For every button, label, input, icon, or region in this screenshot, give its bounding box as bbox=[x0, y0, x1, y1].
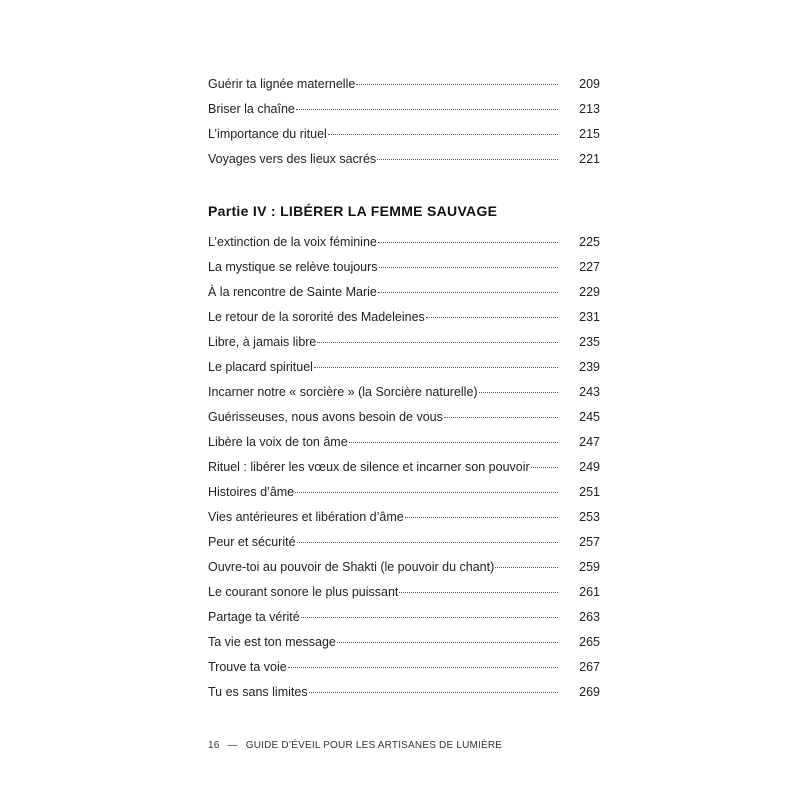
toc-entry bbox=[208, 480, 600, 505]
toc-entry bbox=[208, 430, 600, 455]
toc-entry-page: 259 bbox=[579, 560, 600, 574]
toc-entry-title: Le courant sonore le plus puissant bbox=[208, 585, 399, 599]
dot-leader bbox=[288, 667, 558, 668]
toc-entry-title: Libre, à jamais libre bbox=[208, 335, 317, 349]
toc-entry-title: Voyages vers des lieux sacrés bbox=[208, 152, 377, 166]
toc-entry-title: Guérisseuses, nous avons besoin de vous bbox=[208, 410, 443, 424]
toc-entry bbox=[208, 280, 600, 305]
toc-entry-title: Le placard spirituel bbox=[208, 360, 313, 374]
toc-entry-title: Libère la voix de ton âme bbox=[208, 435, 348, 449]
dot-leader bbox=[399, 592, 558, 593]
running-footer bbox=[208, 740, 502, 751]
dot-leader bbox=[301, 617, 558, 618]
dot-leader bbox=[378, 242, 558, 243]
dot-leader bbox=[426, 317, 558, 318]
toc-entry-page: 269 bbox=[579, 685, 600, 699]
toc-entry-title: Trouve ta voie bbox=[208, 660, 287, 674]
toc-entry bbox=[208, 580, 600, 605]
dot-leader bbox=[495, 567, 558, 568]
dot-leader bbox=[314, 367, 558, 368]
toc-entry-page: 215 bbox=[579, 127, 600, 141]
toc-entry-page: 247 bbox=[579, 435, 600, 449]
toc-list-section bbox=[208, 230, 600, 705]
toc-entry-page: 227 bbox=[579, 260, 600, 274]
toc-list-top bbox=[208, 72, 600, 172]
toc-entry bbox=[208, 355, 600, 380]
dot-leader bbox=[328, 134, 558, 135]
section-heading: Partie IV : LIBÉRER LA FEMME SAUVAGE bbox=[208, 203, 498, 219]
toc-entry-title: Ta vie est ton message bbox=[208, 635, 336, 649]
toc-entry-page: 231 bbox=[579, 310, 600, 324]
toc-entry-title: L’extinction de la voix féminine bbox=[208, 235, 377, 249]
toc-entry-title: Partage ta vérité bbox=[208, 610, 300, 624]
toc-entry bbox=[208, 122, 600, 147]
dot-leader bbox=[297, 542, 558, 543]
toc-entry-page: 261 bbox=[579, 585, 600, 599]
toc-entry-page: 225 bbox=[579, 235, 600, 249]
toc-entry-page: 257 bbox=[579, 535, 600, 549]
toc-entry-title: Le retour de la sororité des Madeleines bbox=[208, 310, 425, 324]
toc-entry bbox=[208, 630, 600, 655]
toc-entry bbox=[208, 72, 600, 97]
toc-entry-page: 239 bbox=[579, 360, 600, 374]
toc-entry-title: Vies antérieures et libération d’âme bbox=[208, 510, 404, 524]
dot-leader bbox=[377, 159, 558, 160]
toc-entry bbox=[208, 380, 600, 405]
dot-leader bbox=[405, 517, 558, 518]
toc-entry bbox=[208, 305, 600, 330]
toc-entry-page: 243 bbox=[579, 385, 600, 399]
toc-entry bbox=[208, 605, 600, 630]
toc-entry-title: Tu es sans limites bbox=[208, 685, 308, 699]
dot-leader bbox=[309, 692, 558, 693]
toc-entry-title: Guérir ta lignée maternelle bbox=[208, 77, 356, 91]
toc-entry-page: 251 bbox=[579, 485, 600, 499]
toc-entry-title: Histoires d’âme bbox=[208, 485, 295, 499]
toc-entry bbox=[208, 505, 600, 530]
toc-entry-title: Briser la chaîne bbox=[208, 102, 295, 116]
dot-leader bbox=[295, 492, 558, 493]
toc-entry-page: 265 bbox=[579, 635, 600, 649]
dot-leader bbox=[317, 342, 558, 343]
toc-entry-page: 221 bbox=[579, 152, 600, 166]
toc-entry-page: 267 bbox=[579, 660, 600, 674]
dot-leader bbox=[349, 442, 558, 443]
footer-separator: — bbox=[227, 740, 238, 751]
dot-leader bbox=[479, 392, 558, 393]
toc-entry bbox=[208, 455, 600, 480]
toc-entry-title: L’importance du rituel bbox=[208, 127, 327, 141]
toc-entry-page: 253 bbox=[579, 510, 600, 524]
toc-entry bbox=[208, 405, 600, 430]
toc-entry bbox=[208, 97, 600, 122]
toc-entry-title: À la rencontre de Sainte Marie bbox=[208, 285, 377, 299]
toc-entry bbox=[208, 680, 600, 705]
toc-entry bbox=[208, 330, 600, 355]
toc-entry-page: 263 bbox=[579, 610, 600, 624]
dot-leader bbox=[356, 84, 558, 85]
toc-entry-page: 229 bbox=[579, 285, 600, 299]
toc-entry bbox=[208, 147, 600, 172]
toc-entry bbox=[208, 555, 600, 580]
toc-entry-page: 245 bbox=[579, 410, 600, 424]
toc-entry-title: Ouvre-toi au pouvoir de Shakti (le pouvoir du chant) bbox=[208, 560, 495, 574]
toc-entry-page: 209 bbox=[579, 77, 600, 91]
dot-leader bbox=[296, 109, 558, 110]
dot-leader bbox=[531, 467, 558, 468]
toc-entry-page: 213 bbox=[579, 102, 600, 116]
dot-leader bbox=[444, 417, 558, 418]
footer-book-title: GUIDE D’ÉVEIL POUR LES ARTISANES DE LUMIÈRE bbox=[245, 740, 503, 751]
toc-entry-title: La mystique se relève toujours bbox=[208, 260, 378, 274]
toc-entry-title: Incarner notre « sorcière » (la Sorcière naturelle) bbox=[208, 385, 478, 399]
dot-leader bbox=[337, 642, 558, 643]
toc-entry bbox=[208, 255, 600, 280]
toc-entry bbox=[208, 655, 600, 680]
dot-leader bbox=[379, 267, 558, 268]
toc-entry-title: Rituel : libérer les vœux de silence et incarner son pouvoir bbox=[208, 460, 530, 474]
toc-entry-page: 235 bbox=[579, 335, 600, 349]
dot-leader bbox=[378, 292, 558, 293]
toc-entry bbox=[208, 530, 600, 555]
toc-entry-page: 249 bbox=[579, 460, 600, 474]
toc-entry bbox=[208, 230, 600, 255]
toc-entry-title: Peur et sécurité bbox=[208, 535, 296, 549]
footer-page-number: 16 bbox=[208, 740, 220, 751]
